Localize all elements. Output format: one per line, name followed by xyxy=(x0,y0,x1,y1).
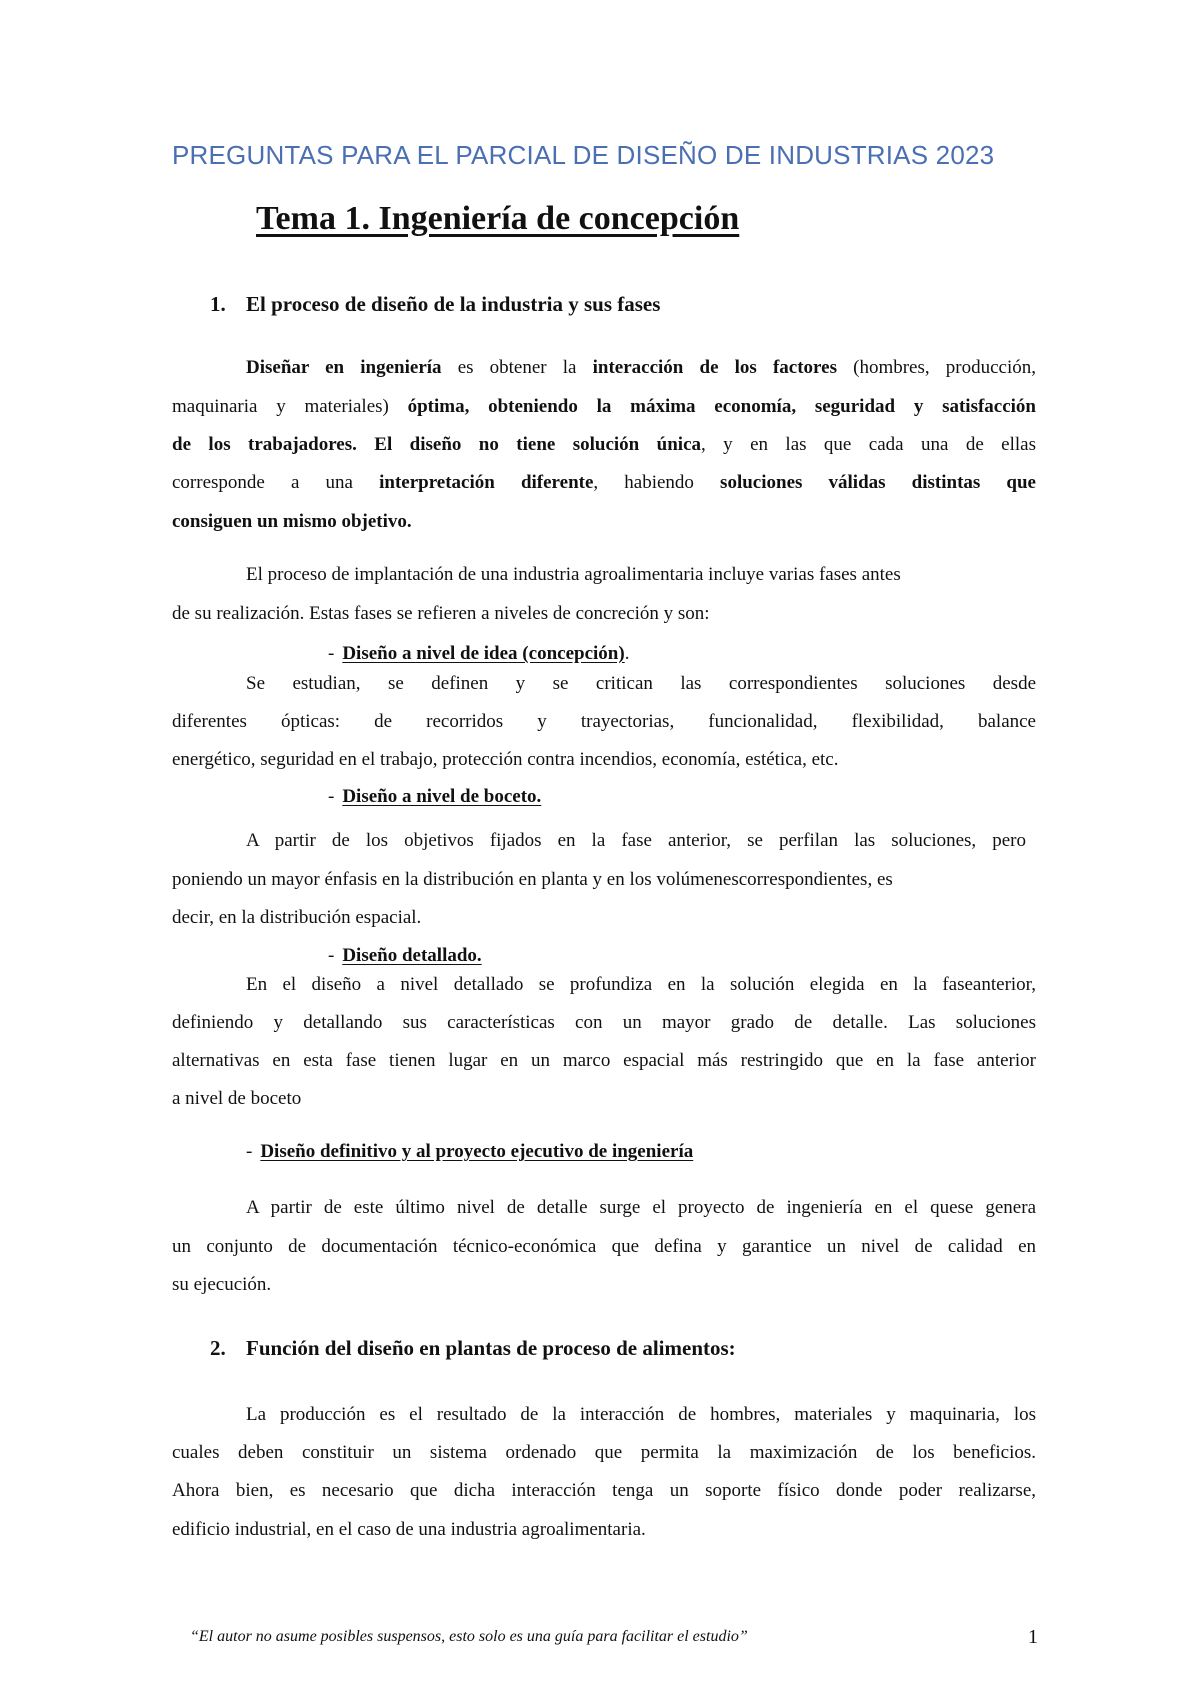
paragraph-line: diferentes ópticas: de recorridos y trayectorias, funcionalidad, flexibilidad, balance xyxy=(172,711,1036,732)
paragraph-line: cuales deben constituir un sistema ordenado que permita la maximización de los beneficios. xyxy=(172,1442,1036,1463)
phase-heading: - Diseño detallado. xyxy=(328,945,482,966)
section-1-number: 1. xyxy=(210,292,226,316)
paragraph-line: A partir de los objetivos fijados en la fase anterior, se perfilan las soluciones, pero xyxy=(246,830,1026,851)
paragraph-line: energético, seguridad en el trabajo, protección contra incendios, economía, estética, etc. xyxy=(172,749,839,770)
paragraph-line: La producción es el resultado de la interacción de hombres, materiales y maquinaria, los xyxy=(246,1404,1036,1425)
document-header: PREGUNTAS PARA EL PARCIAL DE DISEÑO DE INDUSTRIAS 2023 xyxy=(172,140,995,170)
phase-heading: - Diseño a nivel de boceto. xyxy=(328,786,542,807)
phase-heading: - Diseño a nivel de idea (concepción). xyxy=(328,643,630,664)
section-1-title: El proceso de diseño de la industria y sus fases xyxy=(246,292,661,316)
paragraph-line: decir, en la distribución espacial. xyxy=(172,907,422,928)
paragraph-line: su ejecución. xyxy=(172,1274,272,1295)
paragraph-line: de su realización. Estas fases se refieren a niveles de concreción y son: xyxy=(172,603,710,624)
paragraph-line: definiendo y detallando sus características con un mayor grado de detalle. Las soluciones xyxy=(172,1012,1036,1033)
phase-heading: - Diseño definitivo y al proyecto ejecutivo de ingeniería xyxy=(246,1141,694,1162)
paragraph-line: consiguen un mismo objetivo. xyxy=(172,511,412,532)
paragraph-line: edificio industrial, en el caso de una industria agroalimentaria. xyxy=(172,1519,646,1540)
paragraph-line: corresponde a una interpretación diferente, habiendo soluciones válidas distintas que xyxy=(172,472,1036,493)
paragraph-line: A partir de este último nivel de detalle surge el proyecto de ingeniería en el quese genera xyxy=(246,1197,1036,1218)
paragraph-line: Se estudian, se definen y se critican las correspondientes soluciones desde xyxy=(246,673,1036,694)
topic-title: Tema 1. Ingeniería de concepción xyxy=(256,200,740,237)
footer-quote: “El autor no asume posibles suspensos, esto solo es una guía para facilitar el estudio” xyxy=(190,1628,748,1645)
paragraph-line: Diseñar en ingeniería es obtener la interacción de los factores (hombres, producción, xyxy=(246,357,1036,378)
paragraph-line: El proceso de implantación de una industria agroalimentaria incluye varias fases antes xyxy=(246,564,901,585)
paragraph-line: de los trabajadores. El diseño no tiene solución única, y en las que cada una de ellas xyxy=(172,434,1036,455)
page-number: 1 xyxy=(1028,1626,1038,1648)
paragraph-line: poniendo un mayor énfasis en la distribución en planta y en los volúmenescorrespondientes, es xyxy=(172,869,893,890)
section-2-title: Función del diseño en plantas de proceso de alimentos: xyxy=(246,1336,736,1360)
paragraph-line: En el diseño a nivel detallado se profundiza en la solución elegida en la faseanterior, xyxy=(246,974,1036,995)
section-2-number: 2. xyxy=(210,1336,226,1360)
paragraph-line: alternativas en esta fase tienen lugar en un marco espacial más restringido que en la fase anterior xyxy=(172,1050,1036,1071)
paragraph-line: maquinaria y materiales) óptima, obteniendo la máxima economía, seguridad y satisfacción xyxy=(172,396,1037,417)
paragraph-line: un conjunto de documentación técnico-económica que defina y garantice un nivel de calidad en xyxy=(172,1236,1036,1257)
paragraph-line: a nivel de boceto xyxy=(172,1088,302,1109)
paragraph-line: Ahora bien, es necesario que dicha interacción tenga un soporte físico donde poder realizarse, xyxy=(172,1480,1036,1501)
